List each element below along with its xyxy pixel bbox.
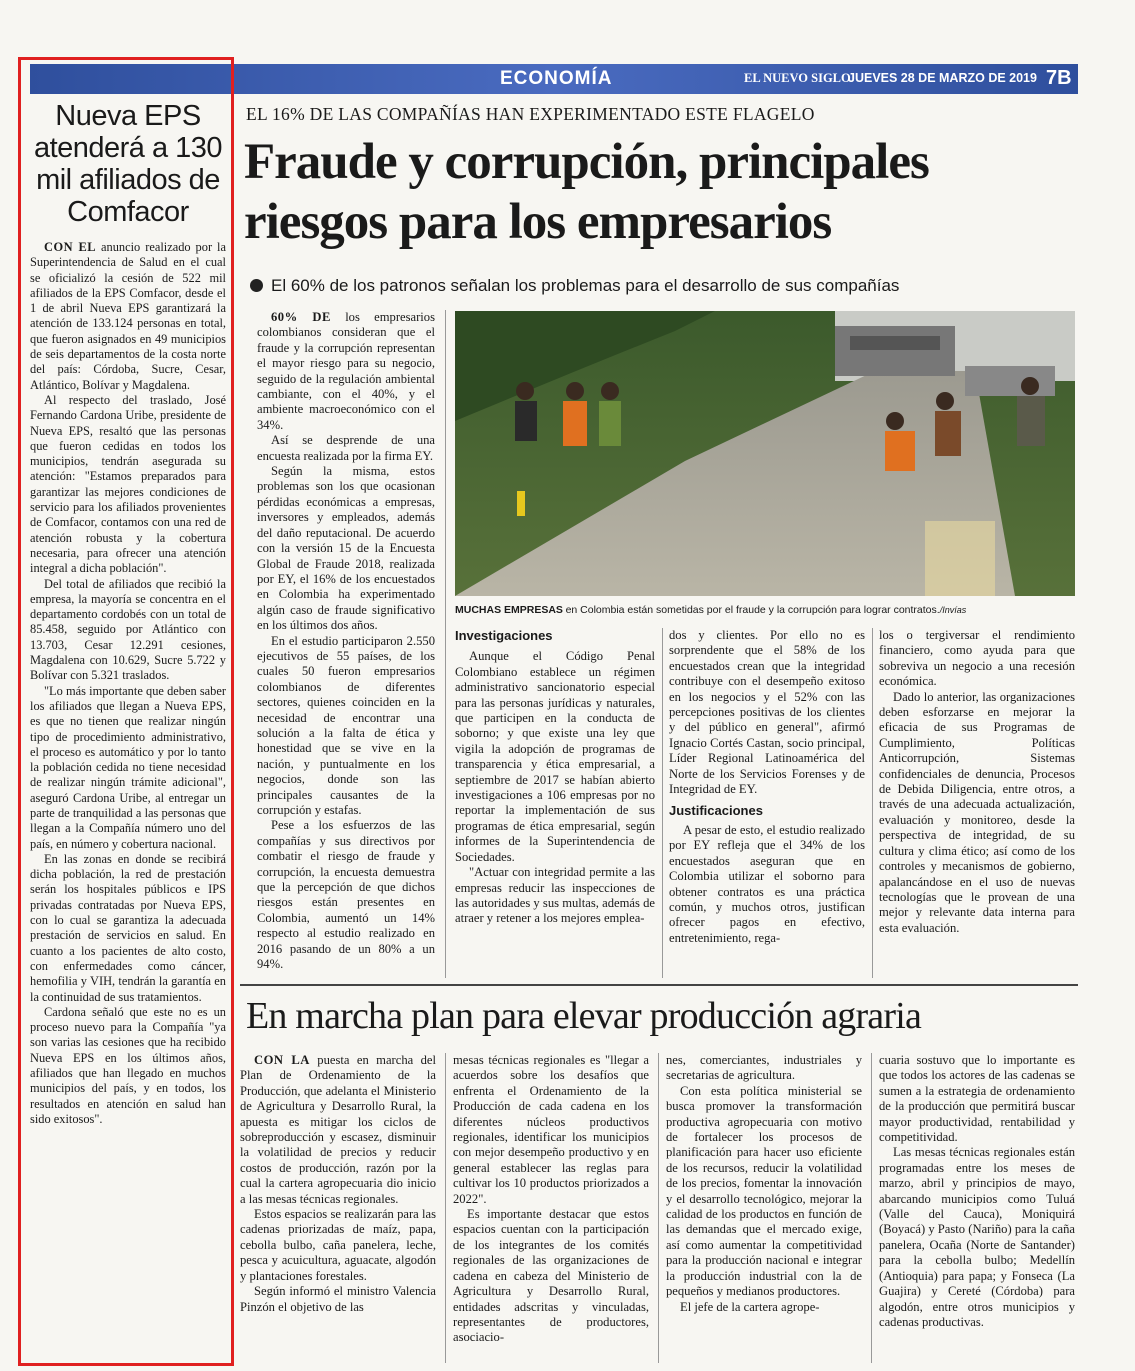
article1-lead: 60% DE	[271, 310, 331, 324]
article2-lead: CON LA	[254, 1053, 310, 1067]
article1-column-1	[257, 310, 435, 978]
column-rule	[445, 1053, 446, 1363]
article-subhead	[250, 276, 1080, 296]
article1-paragraph: Dado lo anterior, las organizaciones deben esforzarse en mejorar la eficacia de sus Programas de Cumplimiento, Políticas Anticorrupción, Sistemas confidenciales de denuncia, Procesos de Debida Diligencia, entre otros, a través de una adecuada actualización, evaluación y monitoreo, desde la perspectiva de integridad, de su cultura y clima ético; así como de los controles y mecanismos de gobierno, apalancándose en el uso de nuevas tecnologías que le provean de una mejor y relevante data interna para esta evaluación.	[879, 689, 1075, 935]
article2-paragraph: Las mesas técnicas regionales están programadas entre los meses de marzo, abril y principios de mayo, abarcando municipios como Tuluá (Valle del Cauca), Moniquirá (Boyacá) y Pasto (Nariño) para la caña panelera, Ocaña (Norte de Santander) para la cebolla bulbo; Medellín (Antioquia) para papa; y Fonseca (La Guajira) y Cereté (Córdoba) para algodón, entre otros municipios y cadenas productivas.	[879, 1145, 1075, 1329]
sidebar-paragraph: anuncio realizado por la Superintendencia de Salud en el cual se oficializó la cesión de 522 mil afiliados de la EPS Comfacor, desde el 1 de abril Nueva EPS garantizará la atención de 133.124 personas en total, que fueron asignados en 49 municipios de seis departamentos de la costa norte del país: Córdoba, Sucre, Cesar, Atlántico, Bolívar y Magdalena.	[30, 240, 226, 392]
article2-paragraph: cuaria sostuvo que lo importante es que todos los actores de las cadenas se sumen a la estrategia de ordenamiento de la producción que permitirá buscar mayor productividad, rentabilidad y competitividad.	[879, 1053, 1075, 1145]
article2-paragraph: Con esta política ministerial se busca promover la transformación productiva agropecuaria con motivo de fortalecer los procesos de planificación para hacer uso eficiente de los recursos, reducir la volatilidad de los precios, fomentar la innovación y el desarrollo tecnológico, mejorar la calidad de los productos en función de las demandas que el mercado exige, así como aumentar la competitividad para la producción nacional e integrar la producción industrial con la de pequeños y medianos productores.	[666, 1083, 862, 1299]
column-rule	[662, 628, 663, 978]
article2-paragraph: puesta en marcha del Plan de Ordenamiento de la Producción, que adelanta el Ministerio de Agricultura y Desarrollo Rural, la apuesta es mitigar los ciclos de sobreproducción y escasez, disminuir la volatilidad de precios y reducir costos de producción, razón por la cual la cartera agropecuaria dio inicio a las mesas técnicas regionales.	[240, 1053, 436, 1206]
article2-headline: En marcha plan para elevar producción agraria	[246, 995, 922, 1037]
article1-paragraph: Así se desprende de una encuesta realizada por la firma EY.	[257, 433, 435, 463]
article1-column-4	[879, 628, 1075, 978]
column-rule	[871, 1053, 872, 1363]
sidebar-paragraph: "Lo más importante que deben saber los afiliados que llegan a Nueva EPS, es que no tienen que realizar ningún tipo de procedimiento administrativo, el proceso es automático y por lo tanto la población cedida no tiene necesidad de realizar ningún trámite adicional", aseguró Cardona Uribe, al entregar un parte de tranquilidad a las personas que llegan a la Compañía número uno del país, en número y cobertura nacional.	[30, 683, 226, 851]
section-heading: Investigaciones	[455, 628, 553, 643]
sidebar-body	[30, 240, 226, 1350]
sidebar-headline: Nueva EPS atenderá a 130 mil afiliados de Comfacor	[33, 100, 223, 228]
article1-paragraph: A pesar de esto, el estudio realizado por EY refleja que el 34% de los encuestados aseguran que en Colombia utilizar el soborno para obtener contratos es una práctica común, y muchos otros, justifican ofrecer pagos en efectivo, entretenimiento, rega-	[669, 822, 865, 945]
article2-paragraph: Según informó el ministro Valencia Pinzón el objetivo de las	[240, 1284, 436, 1314]
road-construction-photo	[455, 311, 1075, 596]
article1-paragraph: los o tergiversar el rendimiento financiero, como ayuda para que sobreviva un negocio a una recesión económica.	[879, 628, 1075, 689]
article1-column-3	[669, 628, 865, 978]
article2-paragraph: Estos espacios se realizarán para las cadenas priorizadas de maíz, papa, cebolla bulbo, caña panelera, leche, pesca y acuicultura, aguacate, algodón y plantaciones forestales.	[240, 1207, 436, 1283]
bullet-icon	[250, 279, 263, 292]
article2-column-2	[453, 1053, 649, 1363]
sidebar-paragraph: Al respecto del traslado, José Fernando Cardona Uribe, presidente de Nueva EPS, resaltó que las personas que fueron cedidas en todos los municipios, tendrán asegurada su atención: "Estamos preparados para garantizar las mejores condiciones de servicio para los afiliados provenientes de Comfacor, contamos con una red de atención robusta y la cobertura necesaria, para ofrecer una atención integral a dicha población".	[30, 392, 226, 576]
sidebar-lead: CON EL	[44, 240, 97, 254]
article2-paragraph: mesas técnicas regionales es "llegar a acuerdos sobre los desafíos que enfrenta el Ordenamiento de la Producción de cada cadena en los diferentes núcleos productivos regionales, identificar los municipios con mejor desempeño productivo y en general establecer las reglas para cultivar los 10 productos priorizados a 2022".	[453, 1053, 649, 1206]
article-kicker: EL 16% DE LAS COMPAÑÍAS HAN EXPERIMENTADO ESTE FLAGELO	[246, 104, 815, 124]
photo-caption	[455, 604, 1075, 616]
article1-paragraph: Pese a los esfuerzos de las compañías y sus directivos por combatir el riesgo de fraude y corrupción, la encuesta demuestra que la percepción de que dichos riesgos están presentes en Colombia, aumentó un 14% respecto al estudio realizado en 2016 pasando de un 80% a un 94%.	[257, 818, 435, 972]
article1-paragraph: dos y clientes. Por ello no es sorprendente que el 58% de los encuestados crean que la integridad contribuye con el desempeño exitoso en los negocios y el 52% con las percepciones positivas de los clientes y del público en general", afirmó Ignacio Cortés Castan, socio principal, Líder Regional Latinoamérica del Norte de los Servicios Forenses y de Integridad de EY.	[669, 628, 865, 797]
article1-paragraph: En el estudio participaron 2.550 ejecutivos de 55 países, de los cuales 50 fueron empresarios colombianos de diferentes sectores, quienes coinciden en la necesidad de encontrar una solución a la falta de ética y honestidad que se vive en la nación, y puntualmente en los negocios, donde son las principales causantes de la corrupción y estafas.	[257, 633, 435, 817]
article1-column-2	[455, 626, 655, 978]
article-headline: Fraude y corrupción, principales riesgos para los empresarios	[244, 134, 929, 250]
article2-column-3	[666, 1053, 862, 1363]
article2-column-4	[879, 1053, 1075, 1363]
article2-column-1	[240, 1053, 436, 1363]
news-photo	[455, 311, 1075, 596]
article1-paragraph: Aunque el Código Penal Colombiano establece un régimen administrativo sancionatorio especial para las personas jurídicas y naturales, que participen en la conducta de soborno; y que existe una ley que vigila la adopción de programas de transparencia y ética empresarial, a septiembre de 2017 se habían abierto investigaciones a 106 empresas por no reportar la implementación de sus programas de ética empresarial, según informes de la Superintendencia de Sociedades.	[455, 649, 655, 864]
issue-date: JUEVES 28 DE MARZO DE 2019	[848, 71, 1037, 85]
article1-paragraph: los empresarios colombianos consideran que el fraude y la corrupción representan el mayor riesgo para su negocio, seguido de la regulación ambiental cambiante, con el 40%, y el ambiente macroeconómico con el 34%.	[257, 310, 435, 432]
photo-credit: /Invías	[939, 605, 967, 615]
column-rule	[658, 1053, 659, 1363]
section-title: ECONOMÍA	[500, 68, 613, 89]
article2-paragraph: El jefe de la cartera agrope-	[680, 1299, 820, 1314]
sidebar-article	[30, 100, 226, 1360]
article1-paragraph: Según la misma, estos problemas son los que ocasionan pérdidas económicas a empresas, inversores y empleados, además del daño reputacional. De acuerdo con la versión 15 de la Encuesta Global de Fraude 2018, realizada por EY, el 16% de los encuestados en Colombia ha experimentado algún caso de fraude significativo en los últimos dos años.	[257, 464, 435, 633]
newspaper-name: EL NUEVO SIGLO	[744, 71, 851, 85]
subhead-text: El 60% de los patronos señalan los problemas para el desarrollo de sus compañías	[271, 276, 900, 295]
article-divider	[240, 984, 1078, 986]
article2-paragraph: nes, comerciantes, industriales y secretarias de agricultura.	[666, 1053, 862, 1083]
sidebar-paragraph: Del total de afiliados que recibió la empresa, la mayoría se concentra en el departamento cordobés con un total de 85.458, seguido por Atlántico con 13.703, Cesar 12.291 cesiones, Magdalena con 10.629, Sucre 5.722 y Bolívar con 5.321 traslados.	[30, 576, 226, 683]
sidebar-paragraph: Cardona señaló que este no es un proceso nuevo para la Compañía "ya son varias las cesiones que ha recibido Nueva EPS en los últimos años, afiliados que han llegado en muchos municipios del país, y en todos, los resultados en atención en salud han sido exitosos".	[30, 1004, 226, 1126]
caption-text: en Colombia están sometidas por el fraude y la corrupción para lograr contratos.	[565, 604, 940, 616]
sidebar-paragraph: En las zonas en donde se recibirá dicha población, la red de prestación serán los hospitales públicos e IPS privadas contratadas por Nueva EPS, con lo cual se garantiza la adecuada prestación de servicios en salud. En cuanto a los pacientes de alto costo, con enfermedades como cáncer, hemofilia y VIH, tendrán la garantía en la continuidad de sus tratamientos.	[30, 851, 226, 1004]
column-rule	[445, 310, 446, 978]
column-rule	[872, 628, 873, 978]
caption-lead: MUCHAS EMPRESAS	[455, 604, 563, 616]
page-number: 7B	[1046, 67, 1072, 89]
section-heading: Justificaciones	[669, 803, 763, 819]
article1-paragraph: "Actuar con integridad permite a las empresas reducir las inspecciones de las autoridades y sus multas, además de atraer y retener a los mejores emplea-	[455, 865, 655, 926]
article2-paragraph: Es importante destacar que estos espacios cuentan con la participación de los integrantes de los comités regionales de las organizaciones de cadena en cabeza del Ministerio de Agricultura y Desarrollo Rural, entidades adscritas y vinculadas, representantes de productores, asociacio-	[453, 1207, 649, 1345]
